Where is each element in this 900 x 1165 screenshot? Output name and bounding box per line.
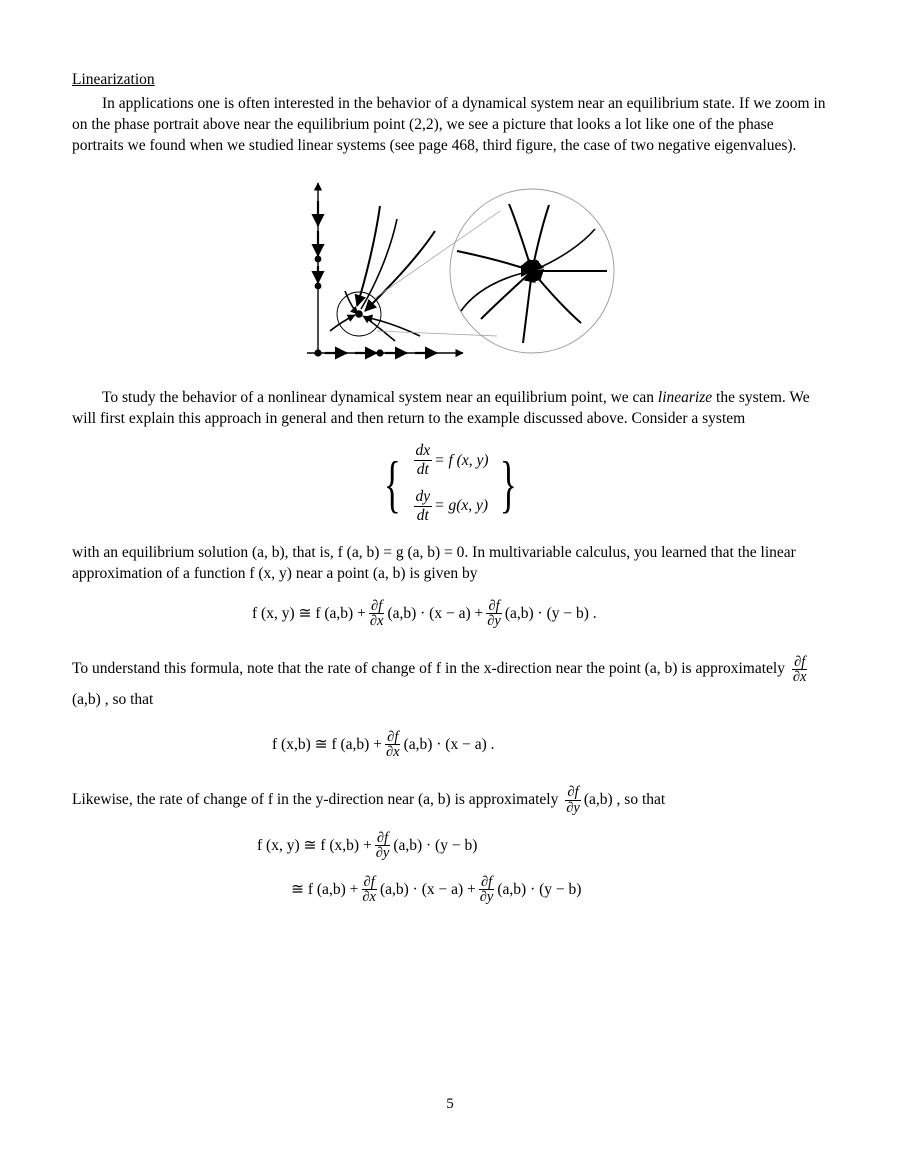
eq1-tail: (a,b) · (y − b) . [504, 604, 597, 622]
eq3-frac-num: ∂f [376, 829, 389, 846]
equation-x-direction [272, 730, 828, 760]
eq4-tail: (a,b) · (y − b) [497, 880, 582, 898]
paragraph-rate-x-b: (a,b) , so that [72, 690, 154, 708]
eq4-mid: (a,b) · (x − a) + [379, 880, 476, 898]
para5-frac-den: ∂y [566, 799, 580, 816]
dy-numerator: dy [414, 489, 433, 507]
paragraph-linearize-b: the system. We will first explain this approach in general and then return to the example discussed above. Consider a system [72, 388, 810, 427]
paragraph-rate-x-a: To understand this formula, note that the rate of change of f in the x-direction near the point (a, b) is approximately [72, 660, 789, 678]
equation-final [291, 875, 828, 905]
eq4-frac2-num: ∂f [480, 873, 493, 890]
paragraph-linearize [72, 387, 828, 429]
dx-numerator: dx [414, 443, 433, 461]
paragraph-rate-y [72, 785, 828, 815]
eq4-frac1-num: ∂f [363, 873, 375, 890]
eq2-lhs: f (x,b) ≅ f (a,b) + [272, 736, 382, 753]
eq4-frac2-den: ∂y [479, 889, 494, 906]
system-equation [72, 443, 828, 524]
eq4-lhs: ≅ f (a,b) + [291, 881, 359, 899]
eq1-frac1-num: ∂f [371, 597, 383, 614]
equation-linear-approx [252, 599, 828, 629]
para4-frac-num: ∂f [794, 653, 806, 670]
equation-y-direction [257, 831, 828, 861]
eq1-lhs: f (x, y) ≅ f (a,b) + [252, 605, 366, 623]
figure-container [72, 171, 828, 361]
system-row-2 [412, 489, 489, 525]
phase-portrait-with-zoom-inset [285, 171, 615, 361]
eq3-frac-den: ∂y [375, 845, 390, 862]
paragraph-rate-y-a: Likewise, the rate of change of f in the y-direction near (a, b) is approximately [72, 791, 563, 808]
paragraph-intro: In applications one is often interested in the behavior of a dynamical system near an equilibrium state. If we zoom in on the phase portrait above near the equilibrium point (2,2), we see a picture that looks a lot like one of the phase portraits we found when we studied linear systems (see page 468, third figure, the case of two negative eigenvalues). [72, 94, 826, 155]
eq2-frac-den: ∂x [385, 744, 400, 760]
eq3-lhs: f (x, y) ≅ f (x,b) + [257, 837, 372, 855]
equation-combined-group [257, 831, 828, 905]
page-number: 5 [446, 1096, 454, 1112]
para5-frac-num: ∂f [567, 784, 579, 801]
eq2-tail: (a,b) · (x − a) . [403, 735, 495, 753]
system-row-1-rhs: = f (x, y) [434, 451, 489, 469]
eq2-frac-num: ∂f [387, 728, 399, 745]
dt-denominator-1: dt [416, 461, 429, 479]
paragraph-equilibrium: with an equilibrium solution (a, b), that is, f (a, b) = g (a, b) = 0. In multivariable calculus, you learned that the linear approximation of a function f (x, y) near a point (a, b) is given by [72, 544, 796, 583]
dt-denominator-2: dt [416, 506, 429, 524]
system-row-2-rhs: = g(x, y) [434, 497, 489, 515]
right-brace: } [499, 447, 517, 519]
left-brace: { [383, 447, 401, 519]
section-heading: Linearization [72, 71, 155, 88]
eq3-tail: (a,b) · (y − b) [393, 836, 478, 854]
system-row-1 [412, 443, 489, 479]
paragraph-rate-x [72, 654, 828, 714]
eq1-frac2-den: ∂y [487, 613, 501, 630]
para4-frac-den: ∂x [792, 669, 807, 686]
eq1-frac1-den: ∂x [369, 613, 384, 630]
eq1-mid: (a,b) · (x − a) + [387, 604, 484, 622]
paragraph-linearize-a: To study the behavior of a nonlinear dynamical system near an equilibrium point, we can [102, 388, 658, 406]
paragraph-rate-y-b: (a,b) , so that [583, 791, 666, 808]
paragraph-linearize-italic: linearize [657, 388, 713, 406]
eq1-frac2-num: ∂f [488, 597, 500, 614]
eq4-frac1-den: ∂x [362, 889, 376, 906]
